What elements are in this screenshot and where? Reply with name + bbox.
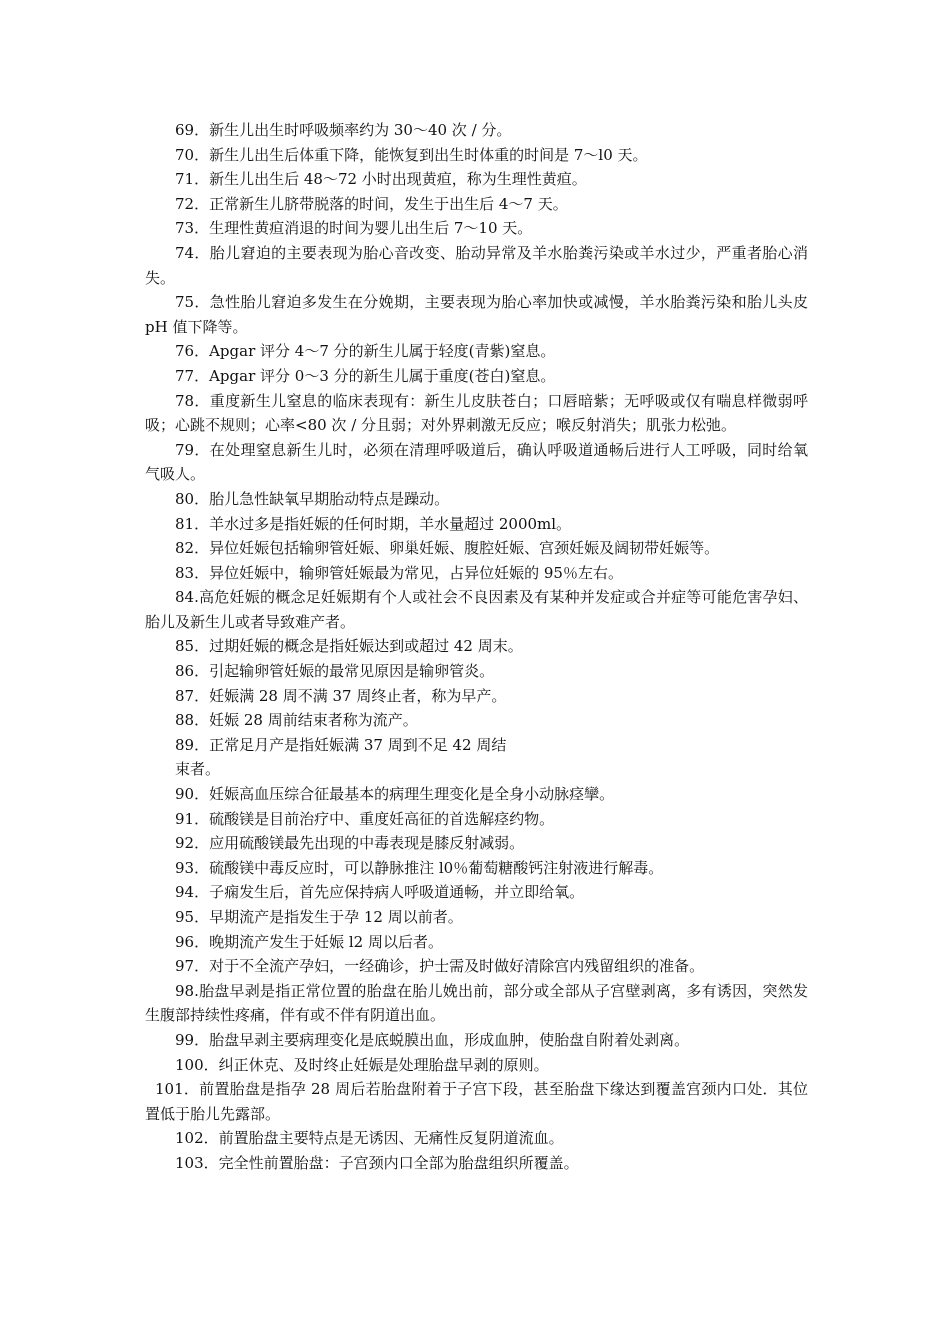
paragraph: 80．胎儿急性缺氧早期胎动特点是躁动。	[175, 489, 450, 508]
paragraph: 94．子痫发生后，首先应保持病人呼吸道通畅，并立即给氧。	[175, 883, 585, 902]
paragraph: 90．妊娠高血压综合征最基本的病理生理变化是全身小动脉痉攣。	[175, 785, 615, 804]
paragraph: 88．妊娠 28 周前结束者称为流产。	[175, 711, 418, 730]
paragraph: 98.胎盘早剥是指正常位置的胎盘在胎儿娩出前，部分或全部从子宫壁剥离，多有诱因，突然发生腹部持续性疼痛，伴有或不伴有阴道出血。	[145, 981, 808, 1025]
paragraph: 92．应用硫酸镁最先出现的中毒表现是膝反射减弱。	[175, 834, 525, 853]
paragraph: 101．前置胎盘是指孕 28 周后若胎盘附着于子宫下段，甚至胎盘下缘达到覆盖宫颈内口处．其位置低于胎儿先露部。	[145, 1080, 808, 1123]
paragraph: 91．硫酸镁是目前治疗中、重度妊高征的首选解痉约物。	[175, 809, 555, 828]
paragraph: 85．过期妊娠的概念是指妊娠达到或超过 42 周末。	[175, 637, 523, 656]
paragraph: 73．生理性黄疸消退的时间为婴儿出生后 7～10 天。	[175, 219, 533, 238]
paragraph: 102．前置胎盘主要特点是无诱因、无痛性反复阴道流血。	[175, 1129, 564, 1148]
paragraph: 100．纠正休克、及时终止妊娠是处理胎盘早剥的原则。	[175, 1055, 549, 1074]
paragraph: 76．Apgar 评分 4～7 分的新生儿属于轻度(青紫)窒息。	[175, 342, 556, 361]
paragraph: 束者。	[175, 760, 221, 779]
text-column	[145, 118, 808, 1176]
paragraph: 75．急性胎儿窘迫多发生在分娩期，主要表现为胎心率加快或减慢，羊水胎粪污染和胎儿头皮 pH 值下降等。	[145, 293, 808, 336]
paragraph: 70．新生儿出生后体重下降，能恢复到出生时体重的时间是 7～l0 天。	[175, 145, 648, 164]
paragraph: 71．新生儿出生后 48～72 小时出现黄疸，称为生理性黄疸。	[175, 170, 587, 189]
paragraph: 72．正常新生儿脐带脱落的时间，发生于出生后 4～7 天。	[175, 194, 568, 213]
paragraph: 84.高危妊娠的概念足妊娠期有个人或社会不良因素及有某种并发症或合并症等可能危害孕妇、胎儿及新生儿或者导致难产者。	[145, 588, 808, 631]
paragraph: 89．正常足月产是指妊娠满 37 周到不足 42 周结	[175, 735, 507, 754]
paragraph: 87．妊娠满 28 周不满 37 周终止者，称为早产。	[175, 686, 507, 705]
paragraph: 83．异位妊娠中，输卵管妊娠最为常见，占异位妊娠的 95％左右。	[175, 563, 623, 582]
paragraph: 95．早期流产是指发生于孕 12 周以前者。	[175, 908, 463, 926]
paragraph: 74．胎儿窘迫的主要表现为胎心音改变、胎动异常及羊水胎粪污染或羊水过少，严重者胎心消失。	[145, 243, 808, 287]
paragraph: 69．新生儿出生时呼吸频率约为 30～40 次 / 分。	[175, 121, 512, 139]
paragraph: 103．完全性前置胎盘：子宫颈内口全部为胎盘组织所覆盖。	[175, 1153, 579, 1172]
paragraph: 77．Apgar 评分 0～3 分的新生儿属于重度(苍白)窒息。	[175, 366, 556, 385]
paragraph: 99．胎盘早剥主要病理变化是底蜕膜出血，形成血肿，使胎盘自附着处剥离。	[175, 1030, 690, 1049]
paragraph: 81．羊水过多是指妊娠的任何时期，羊水量超过 2000ml。	[175, 514, 572, 533]
paragraph: 96．晚期流产发生于妊娠 l2 周以后者。	[175, 932, 443, 951]
paragraph: 78．重度新生儿窒息的临床表现有：新生儿皮肤苍白；口唇暗紫；无呼吸或仅有喘息样微弱呼吸；心跳不规则；心率<80 次 / 分且弱；对外界刺激无反应；喉反射消失；肌张力松弛。	[145, 391, 808, 435]
paragraph: 82．异位妊娠包括输卵管妊娠、卵巢妊娠、腹腔妊娠、宫颈妊娠及阔韧带妊娠等。	[175, 539, 720, 558]
paragraph: 97．对于不全流产孕妇，一经确诊，护士需及时做好清除宫内残留组织的准备。	[175, 957, 705, 976]
paragraph: 93．硫酸镁中毒反应时，可以静脉推注 l0％葡萄糖酸钙注射液进行解毒。	[175, 858, 664, 877]
paragraph: 86．引起输卵管妊娠的最常见原因是输卵管炎。	[175, 662, 495, 681]
paragraph: 79．在处理窒息新生儿时，必须在清理呼吸道后，确认呼吸道通畅后进行人工呼吸，同时给氧气吸人。	[145, 440, 808, 484]
